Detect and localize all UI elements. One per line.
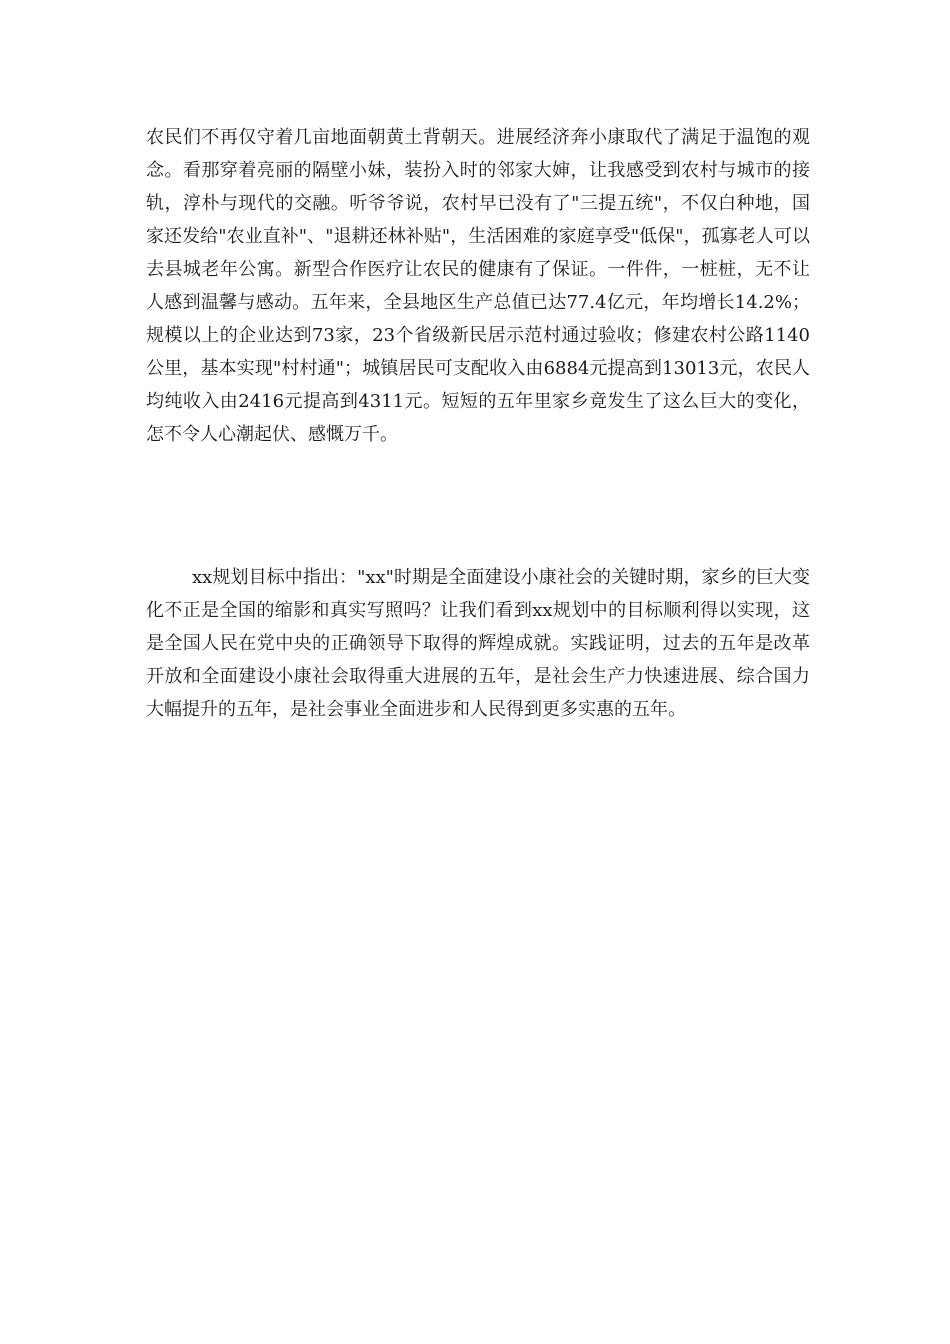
paragraph-1: 农民们不再仅守着几亩地面朝黄土背朝天。进展经济奔小康取代了满足于温饱的观念。看那穿着亮丽的隔壁小妹，装扮入时的邻家大婶，让我感受到农村与城市的接轨，淳朴与现代的交融。听爷爷说，农村早已没有了"三提五统"，不仅白种地，国家还发给"农业直补"、"退耕还林补贴"，生活困难的家庭享受"低保"，孤寡老人可以去县城老年公寓。新型合作医疗让农民的健康有了保证。一件件，一桩桩，无不让人感到温馨与感动。五年来，全县地区生产总值已达77.4亿元，年均增长14.2%；规模以上的企业达到73家，23个省级新民居示范村通过验收；修建农村公路1140公里，基本实现"村村通"；城镇居民可支配收入由6884元提高到13013元，农民人均纯收入由2416元提高到4311元。短短的五年里家乡竟发生了这么巨大的变化，怎不令人心潮起伏、感慨万千。 <box>146 127 810 445</box>
paragraph-2: xx规划目标中指出："xx"时期是全面建设小康社会的关键时期，家乡的巨大变化不正是全国的缩影和真实写照吗？让我们看到xx规划中的目标顺利得以实现，这是全国人民在党中央的正确领导下取得的辉煌成就。实践证明，过去的五年是改革开放和全面建设小康社会取得重大进展的五年，是社会生产力快速进展、综合国力大幅提升的五年，是社会事业全面进步和人民得到更多实惠的五年。 <box>146 567 810 720</box>
